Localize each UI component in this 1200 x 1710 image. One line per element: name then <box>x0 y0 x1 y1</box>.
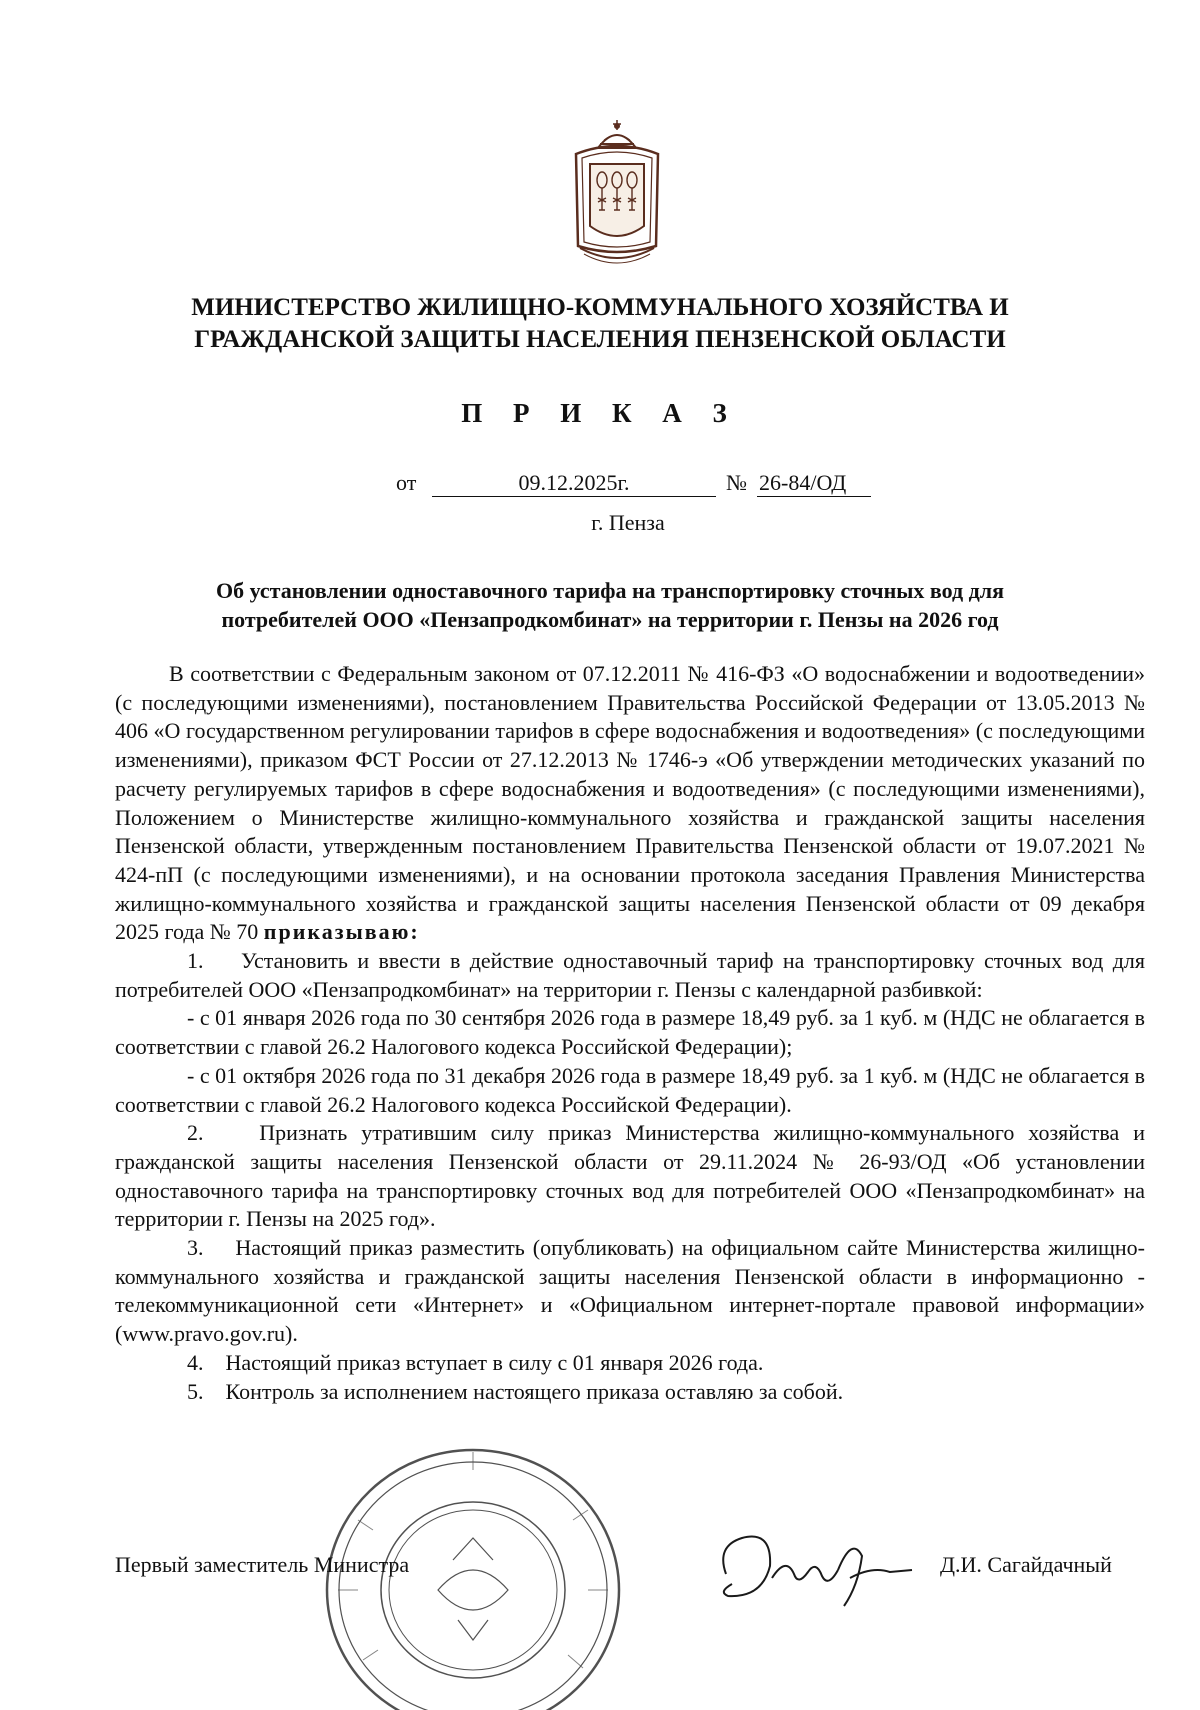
document-number: 26-84/ОД <box>757 470 871 497</box>
list-item <box>115 1234 1145 1349</box>
city <box>0 510 1200 536</box>
ministry-name-line1: МИНИСТЕРСТВО ЖИЛИЩНО-КОММУНАЛЬНОГО ХОЗЯЙСТВА И <box>191 294 1009 321</box>
item-number: 2. <box>187 1120 204 1146</box>
item-text: Признать утратившим силу приказ Министерства жилищно-коммунального хозяйства и гражданской защиты населения Пензенской области от 29.11.2024 № 26-93/ОД «Об установлении одноставочного тарифа на транспортировку сточных вод для потребителей ООО «Пензапродкомбинат» на территории г. Пензы на 2025 год». <box>115 1120 1145 1232</box>
preamble-text: В соответствии с Федеральным законом от 07.12.2011 № 416-ФЗ «О водоснабжении и водоотведении» (с последующими изменениями), постановлением Правительства Российской Федерации от 13.05.2013 № 406 «О государственном регулировании тарифов в сфере водоснабжения и водоотведения» (с последующими изменениями), приказом ФСТ России от 27.12.2013 № 1746-э «Об утверждении методических указаний по расчету регулируемых тарифов в сфере водоснабжения и водоотведения» (с последующими изменениями), Положением о Министерстве жилищно-коммунального хозяйства и гражданской защиты населения Пензенской области, утвержденным постановлением Правительства Пензенской области от 19.07.2021 № 424-пП (с последующими изменениями), и на основании протокола заседания Правления Министерства жилищно-коммунального хозяйства и гражданской защиты населения Пензенской области от 09 декабря 2025 года № 70 <box>115 661 1145 945</box>
item-text: Контроль за исполнением настоящего приказа оставляю за собой. <box>225 1378 844 1404</box>
preamble-decree-word: приказываю: <box>263 919 420 945</box>
item-text: Настоящий приказ разместить (опубликовать) на официальном сайте Министерства жилищно-коммунального хозяйства и гражданской защиты населения Пензенской области в информационно - телекоммуникационной сети «Интернет» и «Официальном интернет-портале правовой информации» (www.pravo.gov.ru). <box>115 1235 1146 1347</box>
item-number: 5. <box>187 1378 204 1404</box>
document-type: П Р И К А З <box>461 398 739 428</box>
number-sign: № <box>726 470 747 495</box>
signatory-title: Первый заместитель Министра <box>115 1552 410 1577</box>
list-item <box>115 1378 1145 1407</box>
preamble <box>115 660 1145 947</box>
signatory-name: Д.И. Сагайдачный <box>940 1552 1112 1577</box>
item-number: 3. <box>187 1235 204 1261</box>
list-item <box>115 1349 1145 1378</box>
item-number: 4. <box>187 1349 204 1375</box>
ministry-name-line2: ГРАЖДАНСКОЙ ЗАЩИТЫ НАСЕЛЕНИЯ ПЕНЗЕНСКОЙ ОБЛАСТИ <box>194 326 1006 353</box>
subject-line1: Об установлении одноставочного тарифа на транспортировку сточных вод для <box>215 578 1005 603</box>
signature-block <box>0 1540 1200 1590</box>
document-date: 09.12.2025г. <box>432 470 716 497</box>
item-text: Настоящий приказ вступает в силу с 01 января 2026 года. <box>225 1349 764 1375</box>
list-subitem: - с 01 октября 2026 года по 31 декабря 2026 года в размере 18,49 руб. за 1 куб. м (НДС не облагается в соответствии с главой 26.2 Налогового кодекса Российской Федерации). <box>115 1062 1145 1117</box>
date-prefix: от <box>396 470 417 495</box>
date-number-line <box>0 470 1200 504</box>
ministry-name <box>100 292 1100 356</box>
item-text: Установить и ввести в действие одноставочный тариф на транспортировку сточных вод для потребителей ООО «Пензапродкомбинат» на территории г. Пензы с календарной разбивкой: <box>115 948 1146 1002</box>
item-number: 1. <box>187 948 204 974</box>
handwritten-signature-icon <box>712 1516 932 1616</box>
subject-line2: потребителей ООО «Пензапродкомбинат» на территории г. Пензы на 2026 год <box>221 607 999 632</box>
list-subitem: - с 01 января 2026 года по 30 сентября 2026 года в размере 18,49 руб. за 1 куб. м (НДС не облагается в соответствии с главой 26.2 Налогового кодекса Российской Федерации); <box>115 1005 1145 1060</box>
city-text: г. Пенза <box>591 510 665 535</box>
list-item <box>115 1119 1145 1234</box>
list-item <box>115 947 1145 1004</box>
document-body <box>115 660 1145 1406</box>
coat-of-arms-icon <box>570 118 664 268</box>
document-subject <box>150 576 1070 634</box>
